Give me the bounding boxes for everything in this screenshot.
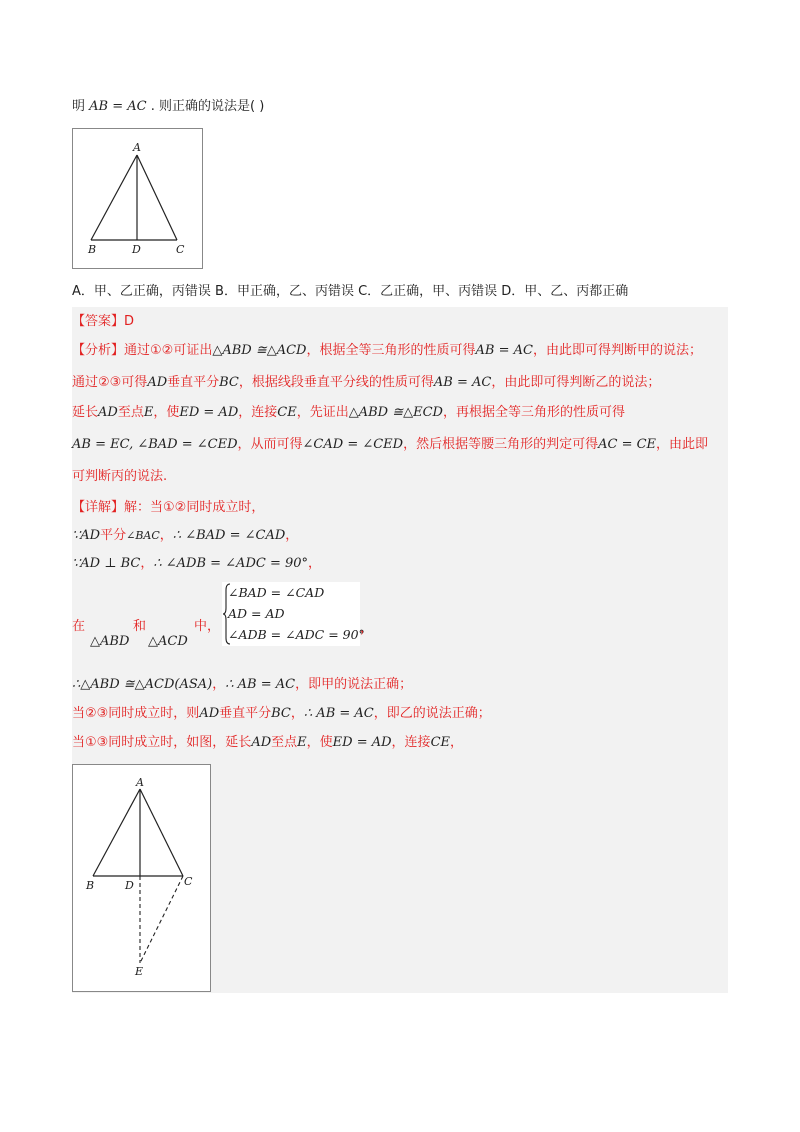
question-prefix: 明 xyxy=(72,99,86,114)
label-c: C xyxy=(176,243,185,256)
detail-text: ， xyxy=(308,556,322,571)
system-end-comma: ， xyxy=(360,621,374,636)
label-b: B xyxy=(86,879,95,892)
math-expr: BC xyxy=(271,706,291,721)
detail-line-1 xyxy=(72,499,264,517)
math-expr: CE xyxy=(277,405,297,420)
math-expr: AB = AC xyxy=(433,375,492,390)
analysis-text: ，使 xyxy=(153,405,180,420)
label-a: A xyxy=(136,776,144,789)
detail-label: 【详解】 xyxy=(72,500,125,515)
analysis-text: ，根据线段垂直平分线的性质可得 xyxy=(238,375,434,390)
math-expr: ∴ AB = AC xyxy=(303,706,374,721)
detail-text: ，即乙的说法正确； xyxy=(373,706,491,721)
detail-text: ， xyxy=(159,528,173,543)
analysis-text: 通过②③可得 xyxy=(72,375,148,390)
detail-line-6 xyxy=(72,705,491,723)
math-expr: AD xyxy=(199,706,220,721)
math-expr: ED = AD xyxy=(179,405,239,420)
label-d: D xyxy=(125,879,134,892)
question-line xyxy=(72,98,264,116)
detail-text: 垂直平分 xyxy=(219,706,272,721)
analysis-text: ，先证出 xyxy=(296,405,349,420)
math-expr: ∵AD ⊥ BC xyxy=(72,556,141,571)
label-a: A xyxy=(133,141,141,154)
math-expr: AD xyxy=(98,405,118,420)
detail-line-5 xyxy=(72,676,412,694)
system-eq-1: ∠BAD = ∠CAD xyxy=(228,585,325,600)
math-expr: ∴ ∠BAD = ∠CAD xyxy=(172,528,286,543)
math-expr: E xyxy=(297,735,307,750)
math-expr: ∵AD xyxy=(72,528,101,543)
triangle-diagram-2 xyxy=(73,765,210,991)
triangle-diagram-1 xyxy=(73,129,202,268)
question-condition: AB = AC xyxy=(89,99,147,114)
segment-ab xyxy=(91,155,137,240)
math-expr: AD xyxy=(251,735,272,750)
question-suffix: . 则正确的说法是( ) xyxy=(150,99,265,114)
detail-text: 当①③同时成立时，如图，延长 xyxy=(72,735,252,750)
analysis-line-2 xyxy=(72,374,660,392)
answer-line xyxy=(72,313,134,331)
math-expr: E xyxy=(143,405,154,420)
analysis-text: 垂直平分 xyxy=(167,375,220,390)
math-expr: ∠CAD = ∠CED xyxy=(302,437,404,452)
triangle-acd-label: △ACD xyxy=(148,634,188,649)
analysis-text: 至点 xyxy=(117,405,144,420)
math-expr: ∠BAC xyxy=(126,529,160,542)
analysis-text: 通过①②可证出 xyxy=(124,343,213,358)
math-expr: △ABD ≅△ACD xyxy=(212,343,307,358)
figure-triangle-1 xyxy=(72,128,203,269)
triangle-abd-label: △ABD xyxy=(90,634,130,649)
detail-text: ，连接 xyxy=(391,735,431,750)
detail-line-7 xyxy=(72,734,463,752)
detail-text: ， xyxy=(212,677,226,692)
detail-text: 解：当①②同时成立时， xyxy=(124,500,265,515)
analysis-text: ，由此即可得判断乙的说法； xyxy=(491,375,661,390)
detail-line-3 xyxy=(72,555,321,573)
analysis-text: ，连接 xyxy=(238,405,278,420)
math-expr: ∴△ABD ≅△ACD(ASA) xyxy=(72,677,213,692)
analysis-text: ，根据全等三角形的性质可得 xyxy=(306,343,476,358)
math-expr: △ABD ≅△ECD xyxy=(348,405,443,420)
detail-text: ， xyxy=(450,735,464,750)
math-expr: AB = AC xyxy=(475,343,533,358)
math-expr: BC xyxy=(219,375,239,390)
detail-text: ，使 xyxy=(306,735,333,750)
math-expr: AB = EC, ∠BAD = ∠CED xyxy=(72,437,238,452)
segment-ce-dashed xyxy=(140,876,183,963)
detail-text: ， xyxy=(140,556,154,571)
segment-ab xyxy=(93,789,140,876)
detail-text: ，即甲的说法正确； xyxy=(295,677,413,692)
math-expr: ∴ ∠ADB = ∠ADC = 90° xyxy=(153,556,309,571)
detail-text: 平分 xyxy=(100,528,127,543)
label-d: D xyxy=(132,243,141,256)
label-e: E xyxy=(135,965,144,978)
detail-text: ， xyxy=(285,528,299,543)
label-b: B xyxy=(88,243,97,256)
analysis-text: ，然后根据等腰三角形的判定可得 xyxy=(403,437,599,452)
detail-line-2 xyxy=(72,527,298,545)
detail-zai: 在 xyxy=(72,619,86,634)
answer-value: D xyxy=(124,314,135,329)
detail-he: 和 xyxy=(133,619,147,634)
analysis-line-3 xyxy=(72,404,625,422)
analysis-line-4 xyxy=(72,436,708,454)
math-expr: AD xyxy=(147,375,168,390)
analysis-label: 【分析】 xyxy=(72,343,125,358)
detail-text: 至点 xyxy=(271,735,298,750)
analysis-text: ，由此即 xyxy=(656,437,709,452)
segment-ac xyxy=(137,155,177,240)
label-c: C xyxy=(184,875,193,888)
system-eq-2: AD = AD xyxy=(228,606,285,621)
math-expr: AC = CE xyxy=(598,437,657,452)
detail-zhong: 中， xyxy=(194,619,221,634)
analysis-line-5: 可判断丙的说法. xyxy=(72,469,168,484)
answer-label: 【答案】 xyxy=(72,314,125,329)
analysis-text: ，再根据全等三角形的性质可得 xyxy=(442,405,625,420)
detail-text: ， xyxy=(290,706,304,721)
segment-ac xyxy=(140,789,183,876)
detail-text: 当②③同时成立时，则 xyxy=(72,706,200,721)
answer-options: A．甲、乙正确，丙错误 B．甲正确，乙、丙错误 C．乙正确，甲、丙错误 D．甲、乙、丙都正确 xyxy=(72,284,629,299)
analysis-text: ，从而可得 xyxy=(237,437,303,452)
analysis-text: 延长 xyxy=(72,405,99,420)
math-expr: CE xyxy=(430,735,450,750)
math-expr: ∴ AB = AC xyxy=(225,677,296,692)
math-expr: ED = AD xyxy=(332,735,392,750)
analysis-line-1 xyxy=(72,342,702,360)
system-eq-3: ∠ADB = ∠ADC = 90° xyxy=(228,627,365,642)
figure-triangle-2 xyxy=(72,764,211,992)
analysis-text: ，由此即可得判断甲的说法； xyxy=(532,343,702,358)
